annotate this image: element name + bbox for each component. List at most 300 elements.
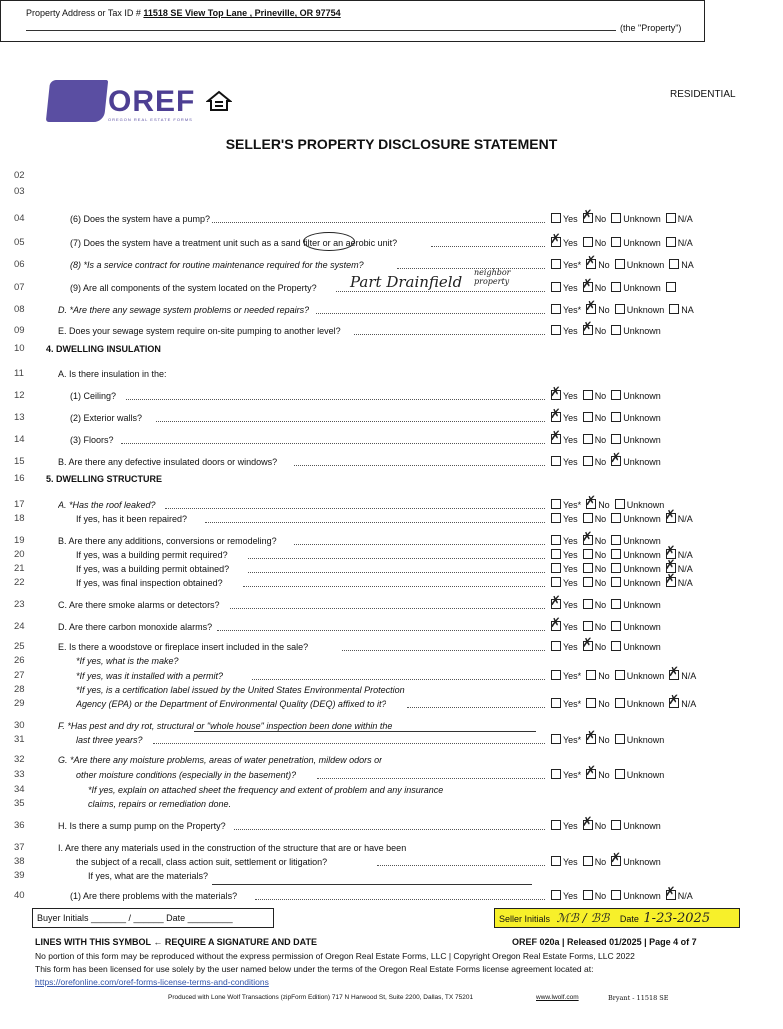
unknown-checkbox[interactable]: [611, 390, 621, 400]
question-text: *If yes, was it installed with a permit?: [76, 671, 224, 681]
no-label: No: [598, 305, 610, 315]
buyer-initials-box[interactable]: Buyer Initials _______ / ______ Date _________: [32, 908, 274, 928]
question-text: I. Are there any materials used in the construction of the structure that are or have been: [58, 843, 407, 853]
line-number: 03: [14, 186, 25, 197]
question-text: (1) Are there problems with the materials?: [70, 891, 238, 901]
yes-label: Yes: [563, 857, 578, 867]
line-number: 13: [14, 412, 25, 423]
leader-dots: [255, 898, 545, 900]
address-box: [0, 0, 705, 42]
unknown-checkbox[interactable]: [611, 434, 621, 444]
question-row: [0, 819, 783, 833]
question-row: [0, 783, 783, 797]
yes-label: Yes: [563, 642, 578, 652]
line-number: 17: [14, 499, 25, 510]
question-text: claims, repairs or remediation done.: [88, 799, 232, 809]
na-label: NA: [681, 305, 694, 315]
line-number: 08: [14, 304, 25, 315]
question-row: [0, 869, 783, 883]
yes-label: Yes: [563, 238, 578, 248]
leader-dots: [212, 221, 545, 223]
yes-checkbox[interactable]: [551, 621, 561, 631]
na-label: NA: [681, 260, 694, 270]
yes-label: Yes*: [563, 260, 582, 270]
question-row: [0, 411, 783, 425]
answer-options: [551, 433, 666, 447]
yes-checkbox[interactable]: [551, 325, 561, 335]
answer-options: [551, 620, 666, 634]
leader-dots: [230, 607, 545, 609]
yes-label: Yes: [563, 214, 578, 224]
no-checkbox[interactable]: [583, 513, 593, 523]
question-text: (2) Exterior walls?: [70, 413, 143, 423]
leader-dots: [248, 571, 545, 573]
line-number: 38: [14, 856, 25, 867]
unknown-checkbox[interactable]: [611, 641, 621, 651]
seller-initials-value: ℳℬ / ℬℬ: [556, 911, 610, 925]
signature-notice: LINES WITH THIS SYMBOL ← REQUIRE A SIGNATURE AND DATE: [35, 937, 318, 947]
unknown-label: Unknown: [626, 699, 665, 709]
unknown-checkbox[interactable]: [611, 535, 621, 545]
leader-dots: [431, 245, 545, 247]
no-checkbox[interactable]: [583, 535, 593, 545]
no-checkbox[interactable]: [583, 325, 593, 335]
question-text: If yes, what are the materials?: [88, 871, 209, 881]
line-number: 26: [14, 655, 25, 666]
no-label: No: [598, 260, 610, 270]
yes-checkbox[interactable]: [551, 513, 561, 523]
yes-checkbox[interactable]: [551, 577, 561, 587]
question-row: [0, 576, 783, 590]
question-text: (8) *Is a service contract for routine maintenance required for the system?: [70, 260, 364, 270]
question-text: C. Are there smoke alarms or detectors?: [58, 600, 220, 610]
no-checkbox[interactable]: [586, 499, 596, 509]
question-text: E. Is there a woodstove or fireplace insert included in the sale?: [58, 642, 309, 652]
no-label: No: [594, 821, 607, 831]
yes-label: Yes*: [563, 735, 582, 745]
yes-checkbox[interactable]: [551, 820, 561, 830]
question-row: [0, 669, 783, 683]
answer-options: [551, 512, 698, 526]
bryant-label: Bryant - 11518 SE: [608, 994, 669, 1002]
unknown-checkbox[interactable]: [615, 769, 625, 779]
logo-text: OREF: [108, 85, 196, 118]
question-text: A. *Has the roof leaked?: [58, 500, 156, 510]
answer-options: [551, 303, 699, 317]
copyright-text: No portion of this form may be reproduced without the express permission of Oregon Real Estate Forms, LLC | Copyright Oregon Real Estate Forms, LLC 2022: [35, 951, 635, 961]
unknown-checkbox[interactable]: [615, 259, 625, 269]
yes-label: Yes*: [563, 305, 582, 315]
yes-label: Yes: [563, 891, 578, 901]
lwolf-link[interactable]: www.lwolf.com: [536, 994, 579, 1001]
na-label: N/A: [677, 891, 693, 901]
unknown-checkbox[interactable]: [611, 213, 621, 223]
na-label: N/A: [677, 564, 693, 574]
yes-checkbox[interactable]: [551, 434, 561, 444]
na-checkbox[interactable]: [666, 513, 676, 523]
no-checkbox[interactable]: [583, 237, 593, 247]
question-text: F. *Has pest and dry rot, structural or "whole house" inspection been done within the: [58, 721, 393, 731]
no-checkbox[interactable]: [583, 641, 593, 651]
line-number: 39: [14, 870, 25, 881]
unknown-label: Unknown: [623, 578, 661, 588]
line-number: 32: [14, 754, 25, 765]
no-label: No: [594, 238, 607, 248]
answer-options: [551, 598, 666, 612]
no-label: No: [594, 550, 607, 560]
yes-checkbox[interactable]: [551, 259, 561, 269]
unknown-checkbox[interactable]: [611, 599, 621, 609]
leader-dots: [407, 706, 545, 708]
no-checkbox[interactable]: [583, 434, 593, 444]
question-text: G. *Are there any moisture problems, areas of water penetration, mildew odors or: [58, 755, 383, 765]
line-number: 30: [14, 720, 25, 731]
question-row: [0, 367, 783, 381]
unknown-label: Unknown: [623, 413, 661, 423]
yes-checkbox[interactable]: [551, 237, 561, 247]
unknown-checkbox[interactable]: [611, 325, 621, 335]
unknown-label: Unknown: [623, 821, 661, 831]
line-number: 20: [14, 549, 25, 560]
line-number: 10: [14, 343, 25, 354]
question-text: If yes, was a building permit required?: [76, 550, 228, 560]
na-label: N/A: [677, 550, 693, 560]
leader-dots: [121, 442, 545, 444]
line-number: 16: [14, 473, 25, 484]
answer-options: [551, 281, 683, 295]
unknown-checkbox[interactable]: [611, 412, 621, 422]
unknown-label: Unknown: [623, 326, 661, 336]
na-label: N/A: [681, 699, 697, 709]
answer-options: [551, 889, 698, 903]
no-checkbox[interactable]: [586, 304, 596, 314]
sand-filter-circle: [303, 232, 355, 251]
address-value[interactable]: 11518 SE View Top Lane , Prineville, OR 97754: [143, 8, 341, 18]
no-checkbox[interactable]: [586, 769, 596, 779]
question-row: [0, 654, 783, 668]
address-label: Property Address or Tax ID #: [26, 8, 141, 18]
unknown-label: Unknown: [623, 391, 661, 401]
question-text: If yes, was a building permit obtained?: [76, 564, 230, 574]
line-number: 27: [14, 670, 25, 681]
line-number: 25: [14, 641, 25, 652]
answer-options: [551, 212, 698, 226]
question-row: [0, 620, 783, 634]
seller-date-value: 1-23-2025: [643, 911, 711, 926]
no-checkbox[interactable]: [583, 390, 593, 400]
fill-in-line[interactable]: [194, 731, 536, 732]
yes-label: Yes: [563, 413, 578, 423]
unknown-label: Unknown: [623, 642, 661, 652]
question-text: *If yes, what is the make?: [76, 656, 179, 666]
leader-dots: [294, 464, 545, 466]
question-row: [0, 433, 783, 447]
unknown-checkbox[interactable]: [611, 890, 621, 900]
no-label: No: [594, 514, 607, 524]
no-label: No: [598, 671, 610, 681]
seller-date-label: Date: [619, 914, 639, 924]
leader-dots: [342, 649, 546, 651]
yes-label: Yes*: [563, 671, 582, 681]
na-checkbox[interactable]: [669, 670, 679, 680]
no-checkbox[interactable]: [583, 890, 593, 900]
line-number: 07: [14, 282, 25, 293]
unknown-label: Unknown: [623, 622, 661, 632]
page-title: SELLER'S PROPERTY DISCLOSURE STATEMENT: [225, 136, 558, 152]
unknown-label: Unknown: [623, 600, 661, 610]
no-checkbox[interactable]: [586, 734, 596, 744]
residential-label: RESIDENTIAL: [670, 89, 736, 100]
answer-options: [551, 258, 699, 272]
no-checkbox[interactable]: [583, 820, 593, 830]
leader-dots: [294, 543, 545, 545]
no-checkbox[interactable]: [583, 282, 593, 292]
unknown-checkbox[interactable]: [611, 563, 621, 573]
question-row: [0, 640, 783, 654]
leader-dots: [354, 333, 545, 335]
no-label: No: [594, 457, 607, 467]
yes-label: Yes: [563, 326, 578, 336]
no-checkbox[interactable]: [583, 599, 593, 609]
no-checkbox[interactable]: [586, 698, 596, 708]
unknown-label: Unknown: [623, 238, 661, 248]
unknown-label: Unknown: [623, 283, 661, 293]
unknown-checkbox[interactable]: [611, 282, 621, 292]
no-label: No: [594, 857, 607, 867]
no-checkbox[interactable]: [583, 856, 593, 866]
unknown-checkbox[interactable]: [615, 698, 625, 708]
leader-dots: [234, 828, 545, 830]
yes-checkbox[interactable]: [551, 734, 561, 744]
unknown-checkbox[interactable]: [611, 856, 621, 866]
yes-label: Yes*: [563, 770, 582, 780]
answer-options: [551, 498, 669, 512]
yes-checkbox[interactable]: [551, 390, 561, 400]
line-number: 37: [14, 842, 25, 853]
yes-label: Yes: [563, 564, 578, 574]
yes-checkbox[interactable]: [551, 549, 561, 559]
no-label: No: [598, 699, 610, 709]
unknown-checkbox[interactable]: [615, 734, 625, 744]
answer-options: [551, 819, 666, 833]
yes-checkbox[interactable]: [551, 213, 561, 223]
no-checkbox[interactable]: [586, 670, 596, 680]
yes-checkbox[interactable]: [551, 412, 561, 422]
unknown-label: Unknown: [626, 500, 665, 510]
line-number: 09: [14, 325, 25, 336]
no-checkbox[interactable]: [583, 412, 593, 422]
answer-options: [551, 324, 666, 338]
seller-initials-box[interactable]: [494, 908, 740, 928]
unknown-label: Unknown: [626, 671, 665, 681]
no-checkbox[interactable]: [583, 563, 593, 573]
question-row: [0, 389, 783, 403]
unknown-checkbox[interactable]: [615, 304, 625, 314]
license-link[interactable]: https://orefonline.com/oref-forms-license-terms-and-conditions: [35, 977, 269, 987]
yes-checkbox[interactable]: [551, 456, 561, 466]
line-number: 19: [14, 535, 25, 546]
leader-dots: [126, 398, 545, 400]
yes-checkbox[interactable]: [551, 698, 561, 708]
question-row: [0, 455, 783, 469]
unknown-label: Unknown: [626, 305, 665, 315]
unknown-checkbox[interactable]: [611, 513, 621, 523]
leader-dots: [317, 777, 546, 779]
unknown-checkbox[interactable]: [611, 621, 621, 631]
yes-label: Yes: [563, 514, 578, 524]
question-text: last three years?: [76, 735, 143, 745]
no-checkbox[interactable]: [583, 621, 593, 631]
question-text: E. Does your sewage system require on-site pumping to another level?: [58, 326, 341, 336]
no-label: No: [594, 326, 607, 336]
line-number: 40: [14, 890, 25, 901]
question-row: [0, 598, 783, 612]
answer-options: [551, 411, 666, 425]
unknown-label: Unknown: [623, 564, 661, 574]
answer-options: [551, 640, 666, 654]
yes-checkbox[interactable]: [551, 563, 561, 573]
leader-dots: [243, 585, 545, 587]
line-number: 12: [14, 390, 25, 401]
line-number: 11: [14, 368, 24, 379]
no-label: No: [594, 214, 607, 224]
unknown-label: Unknown: [623, 857, 661, 867]
yes-checkbox[interactable]: [551, 499, 561, 509]
fill-in-line[interactable]: [212, 884, 532, 885]
question-text: *If yes, is a certification label issued by the United States Environmental Protection: [76, 685, 405, 695]
question-text: (3) Floors?: [70, 435, 114, 445]
question-row: [0, 258, 783, 272]
yes-label: Yes: [563, 435, 578, 445]
answer-options: [551, 236, 698, 250]
yes-checkbox[interactable]: [551, 890, 561, 900]
na-label: N/A: [677, 578, 693, 588]
license-text: This form has been licensed for use solely by the user named below under the terms of the Oregon Real Estate Forms license agreement located at:: [35, 964, 594, 974]
no-label: No: [594, 413, 607, 423]
question-text: B. Are there any additions, conversions or remodeling?: [58, 536, 277, 546]
no-checkbox[interactable]: [586, 259, 596, 269]
line-number: 33: [14, 769, 25, 780]
no-label: No: [598, 500, 610, 510]
na-checkbox[interactable]: [669, 259, 679, 269]
answer-options: [551, 669, 701, 683]
line-number: 18: [14, 513, 25, 524]
no-checkbox[interactable]: [583, 213, 593, 223]
unknown-checkbox[interactable]: [615, 499, 625, 509]
question-row: [0, 768, 783, 782]
oref-logo-icon: [46, 80, 108, 122]
yes-label: Yes: [563, 550, 578, 560]
question-text: D. Are there carbon monoxide alarms?: [58, 622, 213, 632]
na-checkbox[interactable]: [669, 698, 679, 708]
unknown-checkbox[interactable]: [611, 237, 621, 247]
no-checkbox[interactable]: [583, 577, 593, 587]
question-text: the subject of a recall, class action suit, settlement or litigation?: [76, 857, 328, 867]
answer-options: [551, 455, 666, 469]
blank-checkbox[interactable]: [666, 282, 676, 292]
handwritten-neighbor-property: neighbor property: [474, 268, 511, 286]
yes-label: Yes*: [563, 699, 582, 709]
unknown-label: Unknown: [623, 550, 661, 560]
no-checkbox[interactable]: [583, 456, 593, 466]
yes-checkbox[interactable]: [551, 670, 561, 680]
answer-options: [551, 733, 669, 747]
na-label: N/A: [677, 238, 693, 248]
no-label: No: [594, 391, 607, 401]
unknown-label: Unknown: [623, 457, 661, 467]
unknown-label: Unknown: [626, 735, 665, 745]
no-label: No: [594, 536, 607, 546]
unknown-checkbox[interactable]: [611, 456, 621, 466]
line-number: 14: [14, 434, 25, 445]
line-number: 34: [14, 784, 25, 795]
yes-label: Yes: [563, 821, 578, 831]
question-row: [0, 236, 783, 250]
yes-label: Yes: [563, 622, 578, 632]
no-label: No: [594, 283, 607, 293]
na-checkbox[interactable]: [666, 213, 676, 223]
line-number: 31: [14, 734, 25, 745]
question-text: (1) Ceiling?: [70, 391, 117, 401]
question-row: [0, 303, 783, 317]
yes-checkbox[interactable]: [551, 641, 561, 651]
answer-options: [551, 855, 666, 869]
leader-dots: [153, 742, 545, 744]
unknown-checkbox[interactable]: [611, 577, 621, 587]
no-label: No: [594, 564, 607, 574]
unknown-checkbox[interactable]: [615, 670, 625, 680]
answer-options: [551, 548, 698, 562]
question-row: [0, 324, 783, 338]
unknown-label: Unknown: [623, 435, 661, 445]
yes-checkbox[interactable]: [551, 304, 561, 314]
unknown-label: Unknown: [623, 214, 661, 224]
yes-checkbox[interactable]: [551, 535, 561, 545]
na-checkbox[interactable]: [666, 237, 676, 247]
section-dwelling-insulation: 4. DWELLING INSULATION: [46, 344, 161, 354]
question-text: Agency (EPA) or the Department of Environmental Quality (DEQ) affixed to it?: [76, 699, 387, 709]
handwritten-part-drainfield: Part Drainfield: [350, 273, 463, 291]
line-number: 23: [14, 599, 25, 610]
yes-checkbox[interactable]: [551, 769, 561, 779]
no-label: No: [594, 600, 607, 610]
question-row: [0, 212, 783, 226]
na-label: N/A: [677, 514, 693, 524]
yes-label: Yes: [563, 536, 578, 546]
yes-checkbox[interactable]: [551, 282, 561, 292]
answer-options: [551, 562, 698, 576]
line-number: 04: [14, 213, 25, 224]
yes-checkbox[interactable]: [551, 856, 561, 866]
line-number: 22: [14, 577, 25, 588]
line-number: 35: [14, 798, 25, 809]
leader-dots: [217, 629, 545, 631]
question-row: [0, 855, 783, 869]
no-label: No: [594, 622, 607, 632]
no-checkbox[interactable]: [583, 549, 593, 559]
line-number: 28: [14, 684, 25, 695]
na-checkbox[interactable]: [666, 890, 676, 900]
yes-checkbox[interactable]: [551, 599, 561, 609]
yes-label: Yes*: [563, 500, 582, 510]
question-row: [0, 841, 783, 855]
unknown-checkbox[interactable]: [611, 549, 621, 559]
unknown-checkbox[interactable]: [611, 820, 621, 830]
na-checkbox[interactable]: [669, 304, 679, 314]
na-checkbox[interactable]: [666, 577, 676, 587]
answer-options: [551, 389, 666, 403]
question-row: [0, 797, 783, 811]
